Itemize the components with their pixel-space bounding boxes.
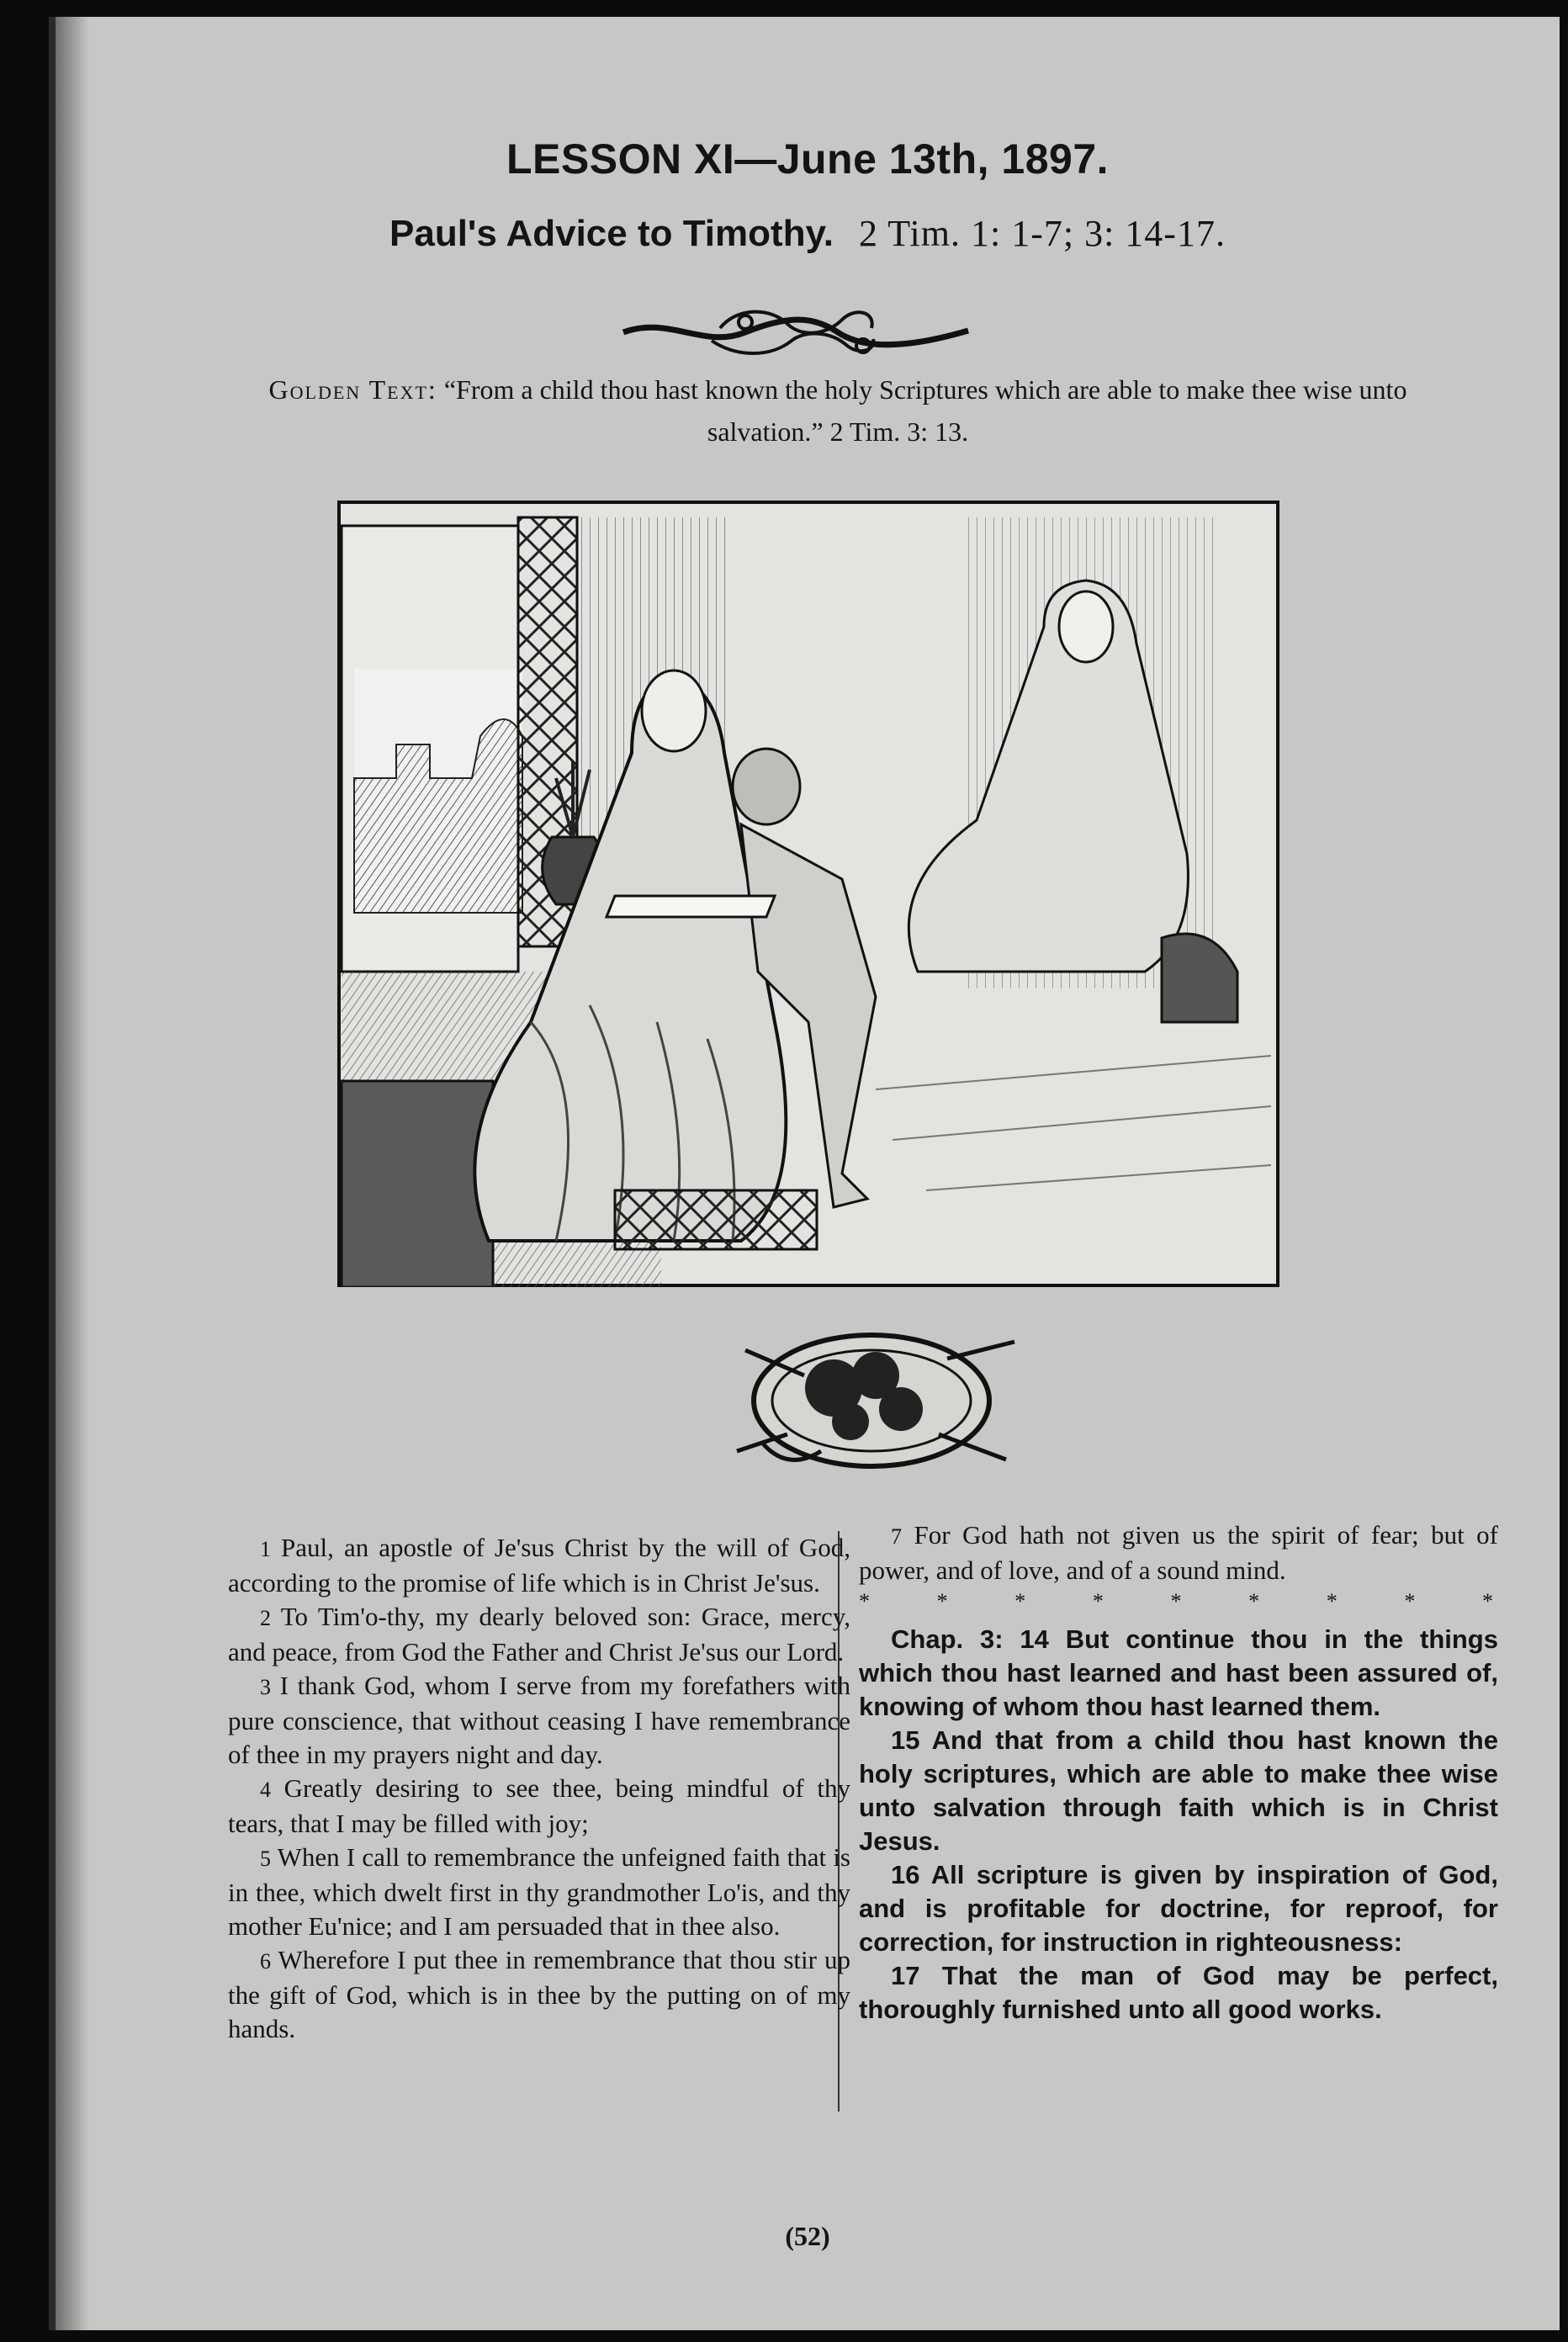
floral-ornament: [695, 1317, 1048, 1485]
engraving-illustration: [337, 501, 1279, 1287]
verse-1: 1 Paul, an apostle of Je'sus Christ by the will of God, according to the promise of life which is in Christ Je'sus.: [228, 1533, 851, 1598]
lesson-title-text: Paul's Advice to Timothy.: [389, 213, 834, 254]
verse-16: 16 All scripture is given by inspiration of God, and is profitable for doctrine, for reproof, for correction, for instruction in righteousness:: [859, 1860, 1498, 1957]
verse-17: 17 That the man of God may be perfect, thoroughly furnished unto all good works.: [859, 1961, 1498, 2024]
golden-text-quote: “From a child thou hast known the holy Scriptures which are able to make thee wise unto salvation.”: [443, 374, 1407, 447]
golden-text-label: Golden Text:: [268, 374, 437, 405]
section-break-stars: * * * * * * * * *: [859, 1589, 1493, 1613]
right-column: [859, 1518, 1498, 2027]
verse-15: 15 And that from a child thou hast known the holy scriptures, which are able to make thee wise unto salvation through faith which is in Christ Jesus.: [859, 1725, 1498, 1856]
scripture-reference: 2 Tim. 1: 1-7; 3: 14-17.: [859, 213, 1226, 254]
verse-5: 5 When I call to remembrance the unfeigned faith that is in thee, which dwelt first in thy grandmother Lo'is, and thy mother Eu'nice; and I am persuaded that in thee also.: [228, 1842, 850, 1941]
scroll-ornament: [619, 290, 972, 370]
golden-text: [249, 368, 1427, 453]
verse-3: 3 I thank God, whom I serve from my forefathers with pure conscience, that without ceasing I have remembrance of thee in my prayers night and day.: [228, 1671, 851, 1769]
lesson-title: [56, 212, 1560, 255]
golden-text-citation: 2 Tim. 3: 13.: [829, 416, 969, 447]
left-column: [228, 1531, 850, 2046]
lesson-heading: LESSON XI—June 13th, 1897.: [506, 135, 1110, 183]
verse-chap3-14: Chap. 3: 14 But continue thou in the things which thou hast learned and hast been assured of, knowing of whom thou hast learned them.: [859, 1624, 1498, 1721]
verse-7: 7 For God hath not given us the spirit of fear; but of power, and of love, and of a sound mind.: [859, 1520, 1499, 1585]
verse-2: 2 To Tim'o-thy, my dearly beloved son: Grace, mercy, and peace, from God the Father and Christ Je'sus our Lord.: [228, 1602, 850, 1666]
page-number: (52): [785, 2221, 830, 2251]
verse-4: 4 Greatly desiring to see thee, being mindful of thy tears, that I may be filled with joy;: [228, 1773, 850, 1838]
book-page: [49, 17, 1560, 2330]
verse-6: 6 Wherefore I put thee in remembrance that thou stir up the gift of God, which is in thee by the putting on of my hands.: [228, 1945, 850, 2043]
